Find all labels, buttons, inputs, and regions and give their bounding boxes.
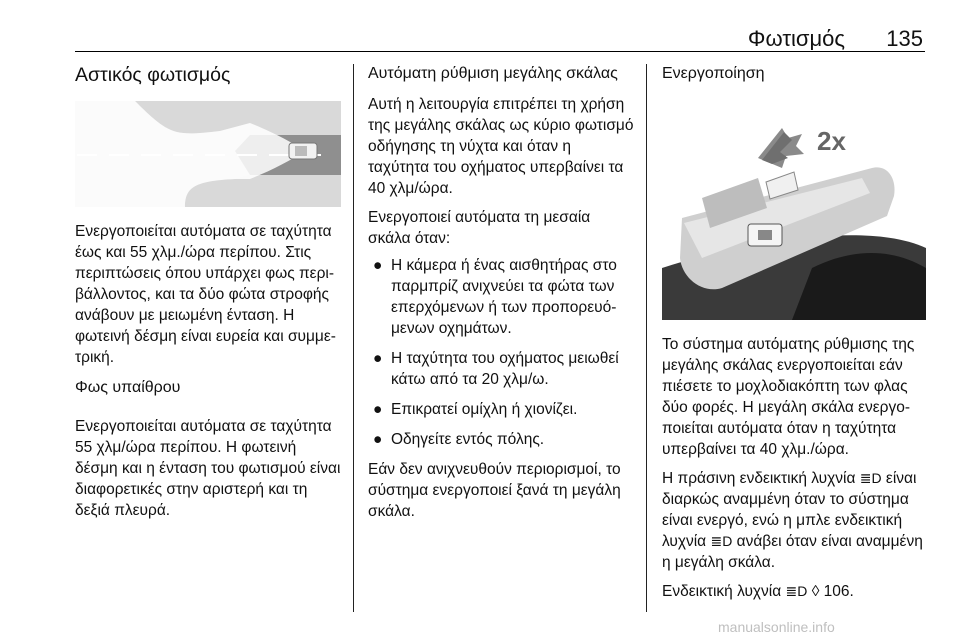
paragraph: Ενδεικτική λυχνία ≣D ◊ 106. <box>662 583 854 600</box>
bullet: ● <box>373 431 383 448</box>
city-lighting-illustration <box>75 101 341 207</box>
bullet: ● <box>373 257 383 274</box>
high-beam-icon: ≣D <box>785 583 808 599</box>
page-header <box>75 26 925 50</box>
high-beam-icon: ≣D <box>710 533 733 549</box>
paragraph: Ενεργοποιεί αυτόματα τη μεσαία σκάλα όταν: <box>368 209 591 247</box>
paragraph: Το σύστημα αυτόματης ρύθμισης της μεγάλης σκάλας ενεργοποιείται εάν πιέσετε το μοχλοδιακόπτη των φλας δύο φορές. Η μεγάλη σκάλα ενεργοποιείται αυτόματα όταν η ταχύτητα υπερβαίνει τα 40 χλμ./ώρα. <box>662 336 915 458</box>
paragraph: Αυτή η λειτουργία επιτρέπει τη χρήση της μεγάλης σκάλας ως κύριο φωτισμό οδήγησης τη νύχτα και όταν η ταχύτητα του οχήματος υπερβαίνει τα 40 χλμ/ώρα. <box>368 96 634 197</box>
high-beam-icon: ≣D <box>859 470 882 486</box>
footer-watermark: manualsonline.info <box>718 619 835 635</box>
page-number: 135 <box>886 26 923 51</box>
column-divider <box>353 64 354 612</box>
header-rule <box>75 51 925 52</box>
list-item: ● Οδηγείτε εντός πόλης. <box>373 431 545 448</box>
section-title: Φωτισμός <box>747 26 845 51</box>
heading-city-lighting: Αστικός φωτισμός <box>75 64 231 86</box>
list-item: ● Η κάμερα ή ένας αισθητήρας στο παρμπρίζ ανιχνεύει τα φώτα των επερχόμενων ή των προπορευόμενων οχημάτων. <box>373 257 617 337</box>
column-left <box>75 64 343 529</box>
bullet: ● <box>373 401 383 418</box>
conditions-list <box>368 255 634 450</box>
figure-label: 2x <box>817 126 846 156</box>
paragraph: Εάν δεν ανιχνευθούν περιορισμοί, το σύστημα ενεργοποιεί ξανά τη μεγάλη σκάλα. <box>368 461 621 520</box>
bullet: ● <box>373 350 383 367</box>
stalk-switch-illustration <box>662 98 926 320</box>
page-reference: ◊ 106. <box>811 583 854 600</box>
paragraph: Ενεργοποιείται αυτόματα σε ταχύτητα 55 χλμ/ώρα περίπου. Η φωτεινή δέσμη και η ένταση του φωτισμού είναι διαφορετικές στην αριστερή και τη δεξιά πλευρά. <box>75 418 341 519</box>
column-right <box>662 64 927 610</box>
column-divider <box>646 64 647 612</box>
list-item: ● Επικρατεί ομίχλη ή χιονίζει. <box>373 401 578 418</box>
paragraph: Ενεργοποιείται αυτόματα σε ταχύτητα έως και 55 χλμ./ώρα περίπου. Στις περιπτώσεις όπου υπάρχει φως περιβάλλοντος, και τα δύο φώτα στροφής ανάβουν με μειωμένη ένταση. Η φωτεινή δέσμη είναι ευρεία και συμμετρική. <box>75 223 336 366</box>
list-item: ● Η ταχύτητα του οχήματος μειωθεί κάτω από τα 20 χλμ/ω. <box>373 350 619 388</box>
column-middle <box>368 64 634 530</box>
heading-auto-high-beam: Αυτόματη ρύθμιση μεγάλης σκάλας <box>368 65 618 82</box>
paragraph: Η πράσινη ενδεικτική λυχνία ≣D είναι διαρκώς αναμμένη όταν το σύστημα είναι ενεργό, ενώ η μπλε ενδεικτική λυχνία ≣D ανάβει όταν είναι αναμμένη η μεγάλη σκάλα. <box>662 470 923 571</box>
heading-activation: Ενεργοποίηση <box>662 65 765 82</box>
heading-country-light: Φως υπαίθρου <box>75 379 181 396</box>
